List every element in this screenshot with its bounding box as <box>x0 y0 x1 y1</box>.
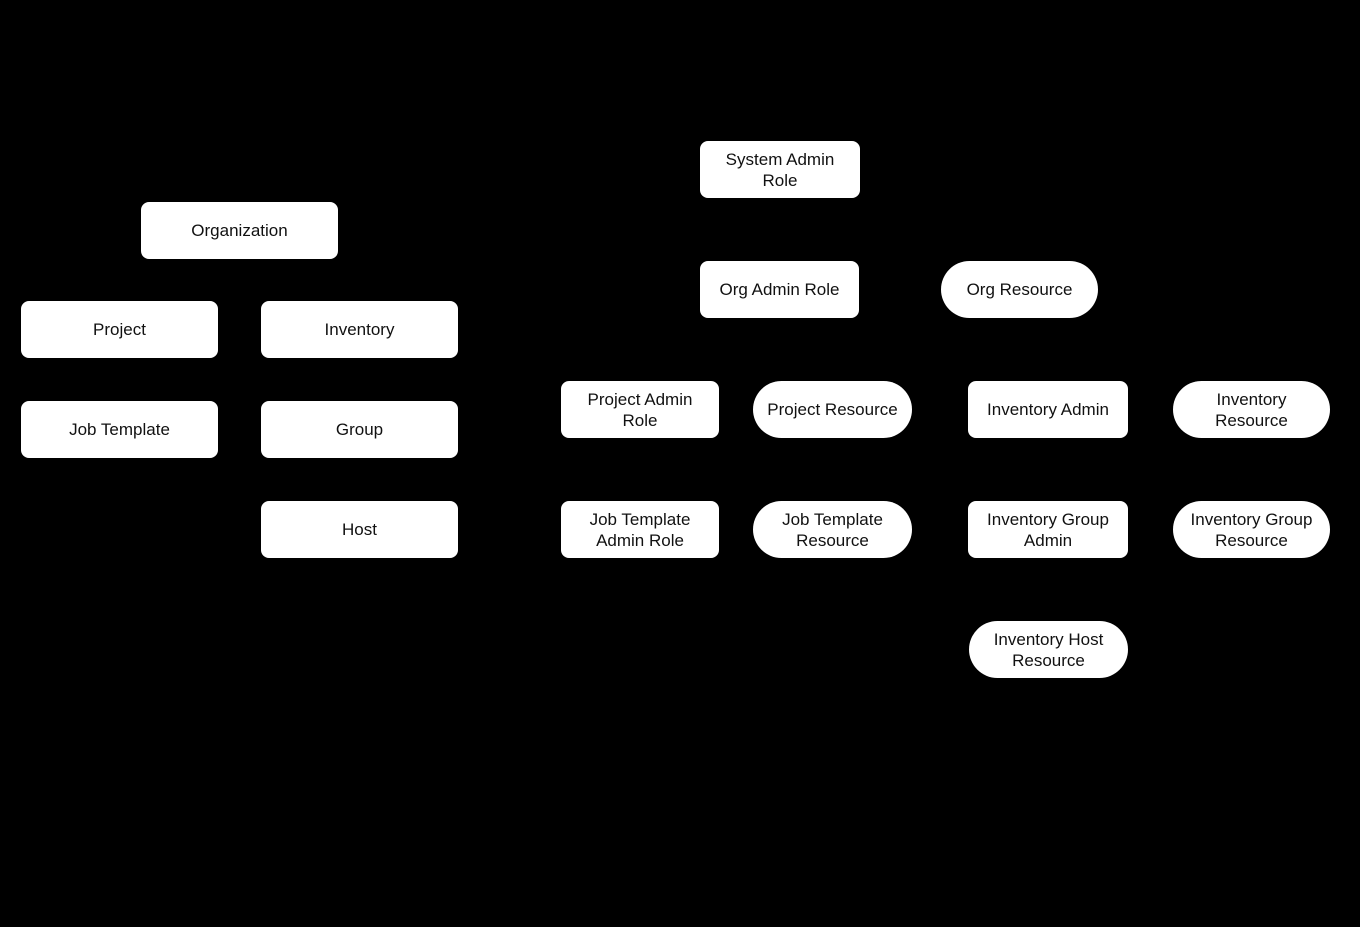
node-inventory-resource <box>1173 381 1330 438</box>
node-label-line: Role <box>622 410 658 430</box>
node-label-line: Group <box>335 420 384 439</box>
node-label-line: Project <box>93 320 146 339</box>
node-job-template <box>21 401 218 458</box>
node-label-line: Resource <box>1215 410 1288 430</box>
node-label-line: Admin <box>1023 530 1073 550</box>
node-label-line: Org Admin Role <box>719 280 840 299</box>
node-label-line: System Admin <box>725 149 835 169</box>
node-label-line: Role <box>762 170 798 190</box>
node-label-line: Project Admin <box>587 389 693 409</box>
node-organization <box>141 202 338 259</box>
node-inventory-group-resource <box>1173 501 1330 558</box>
node-label-line: Resource <box>1012 650 1085 670</box>
node-group <box>261 401 458 458</box>
node-label-line: Inventory <box>1216 389 1287 409</box>
node-inventory <box>261 301 458 358</box>
node-inventory-group-admin <box>968 501 1128 558</box>
node-label-line: Inventory Group <box>987 509 1109 529</box>
node-label-line: Job Template <box>69 420 170 439</box>
node-label-line: Resource <box>1215 530 1288 550</box>
node-project-resource <box>753 381 912 438</box>
node-job-template-resource <box>753 501 912 558</box>
node-project <box>21 301 218 358</box>
node-inventory-admin <box>968 381 1128 438</box>
node-label-line: Host <box>342 520 377 539</box>
node-org-admin-role <box>700 261 859 318</box>
node-job-template-admin-role <box>561 501 719 558</box>
node-label-line: Job Template <box>589 509 691 529</box>
node-host <box>261 501 458 558</box>
node-system-admin-role <box>700 141 860 198</box>
node-inventory-host-resource <box>969 621 1128 678</box>
node-label-line: Org Resource <box>966 280 1073 299</box>
node-label-line: Job Template <box>782 509 883 529</box>
node-project-admin-role <box>561 381 719 438</box>
node-label-line: Resource <box>796 530 869 550</box>
node-label-line: Admin Role <box>596 530 684 550</box>
node-label-line: Inventory Admin <box>987 400 1109 419</box>
node-label-line: Organization <box>191 221 288 240</box>
node-org-resource <box>941 261 1098 318</box>
node-label-line: Inventory Group <box>1190 509 1313 529</box>
node-label-line: Inventory <box>324 320 395 339</box>
node-label-line: Inventory Host <box>993 629 1104 649</box>
node-label-line: Project Resource <box>767 400 898 419</box>
